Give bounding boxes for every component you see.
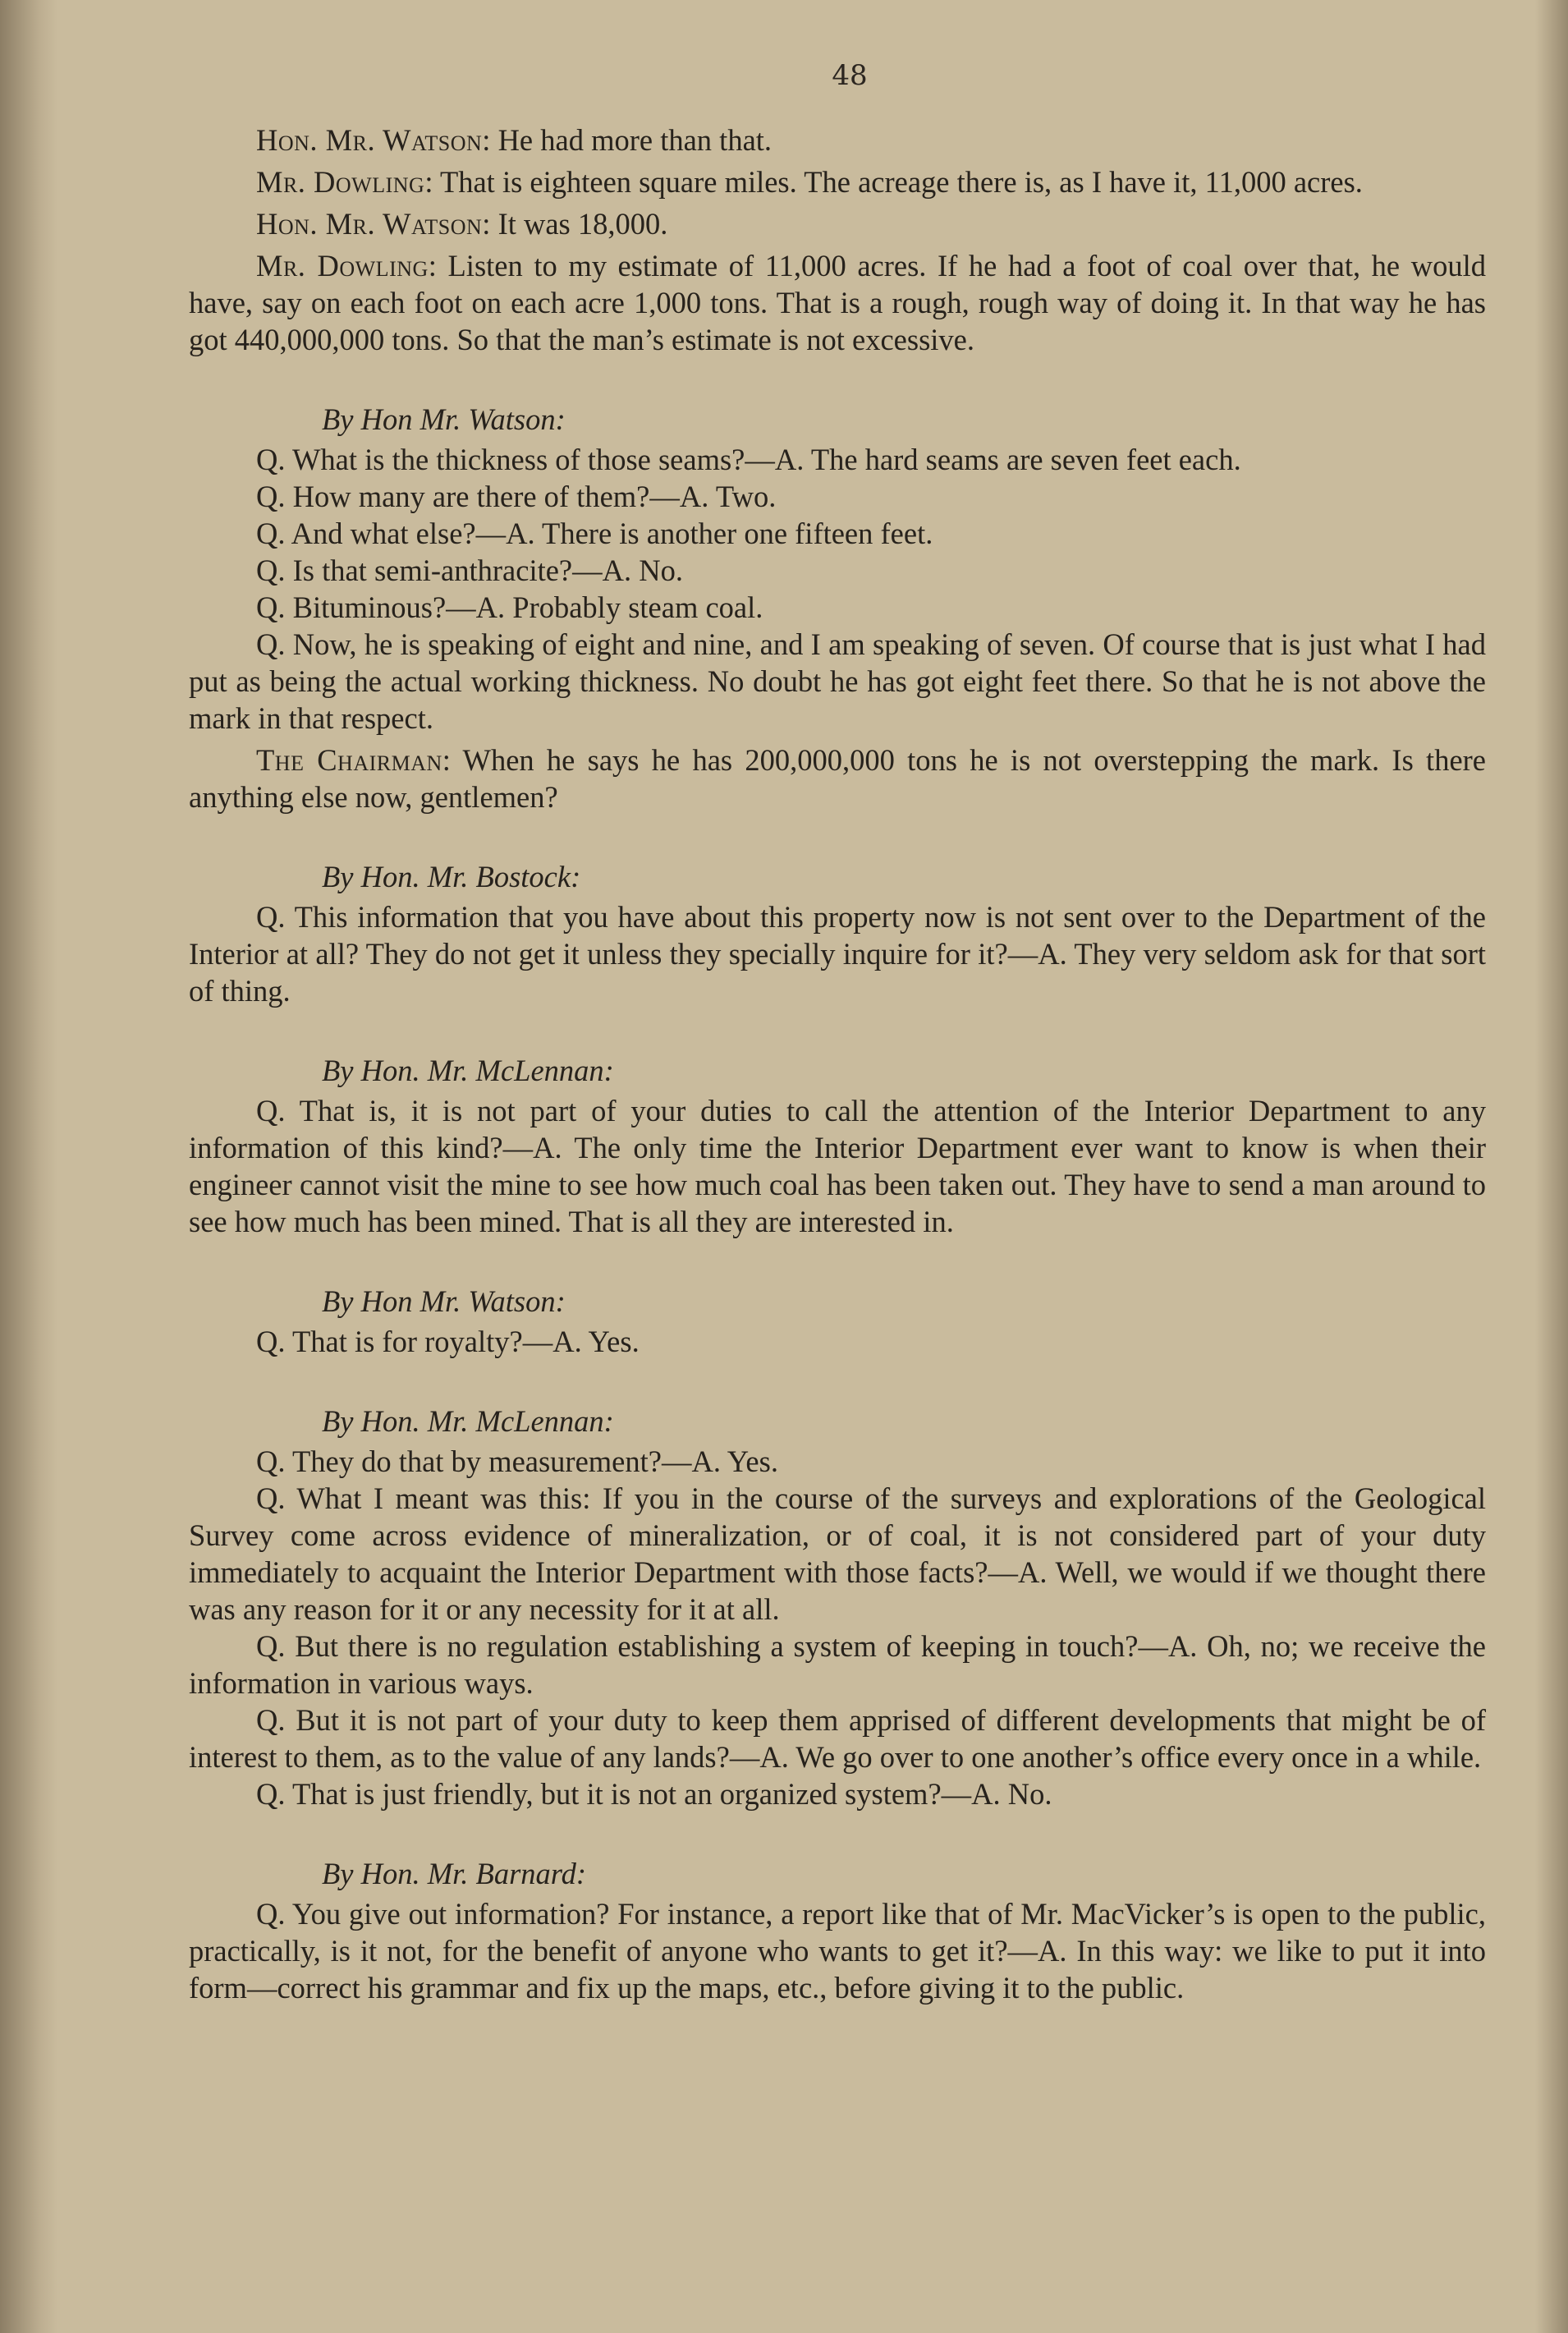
speaker-name: Mr. Dowling	[256, 249, 429, 282]
speech-text: It was 18,000.	[497, 207, 668, 241]
speech-paragraph: Hon. Mr. Watson: He had more than that.	[256, 123, 773, 157]
speech-paragraph: Hon. Mr. Watson: It was 18,000.	[256, 207, 668, 241]
speaker-name: The Chairman	[256, 743, 442, 777]
examiner-heading: By Hon Mr. Watson:	[322, 402, 566, 436]
qa-paragraph: Q. But there is no regulation establishing a system of keeping in touch?—A. Oh, no; we receive the information in various ways.	[189, 1629, 1486, 1700]
examiner-heading: By Hon. Mr. McLennan:	[322, 1404, 614, 1438]
examiner-heading: By Hon. Mr. Barnard:	[322, 1857, 587, 1890]
qa-paragraph: Q. What I meant was this: If you in the course of the surveys and explorations of the Geological Survey come across evidence of mineralization, or of coal, it is not considered part of your duty immediately to acquaint the Interior Department with those facts?—A. Well, we would if we thought there was any reason for it or any necessity for it at all.	[189, 1481, 1486, 1626]
speech-paragraph: The Chairman: When he says he has 200,000,000 tons he is not overstepping the mark. Is there anything else now, gentlemen?	[189, 743, 1486, 814]
qa-paragraph: Q. But it is not part of your duty to keep them apprised of different developments that might be of interest to them, as to the value of any lands?—A. We go over to one another’s office every once in a while.	[189, 1703, 1486, 1774]
speaker-name: Hon. Mr. Watson	[256, 207, 483, 241]
qa-paragraph: Q. That is for royalty?—A. Yes.	[256, 1325, 640, 1358]
qa-paragraph: Q. How many are there of them?—A. Two.	[256, 480, 777, 513]
speech-text: That is eighteen square miles. The acreage there is, as I have it, 11,000 acres.	[439, 165, 1363, 199]
qa-paragraph: Q. You give out information? For instance, a report like that of Mr. MacVicker’s is open to the public, practically, is it not, for the benefit of anyone who wants to get it?—A. In this way: we like to put it into form—correct his grammar and fix up the maps, etc., before giving it to the public.	[189, 1897, 1486, 2005]
speech-paragraph: Mr. Dowling: That is eighteen square miles. The acreage there is, as I have it, 11,000 acres.	[256, 165, 1363, 199]
speech-text: When he says he has 200,000,000 tons he is not overstepping the mark. Is there anything else now, gentlemen?	[189, 743, 1486, 814]
examiner-heading: By Hon Mr. Watson:	[322, 1284, 566, 1318]
qa-paragraph: Q. That is, it is not part of your duties to call the attention of the Interior Department to any information of this kind?—A. The only time the Interior Department ever want to know is when their engineer cannot visit the mine to see how much coal has been taken out. They have to send a man around to see how much has been mined. That is all they are interested in.	[189, 1094, 1486, 1238]
qa-paragraph: Q. What is the thickness of those seams?—A. The hard seams are seven feet each.	[256, 443, 1241, 476]
speech-paragraph: Mr. Dowling: Listen to my estimate of 11,000 acres. If he had a foot of coal over that, he would have, say on each foot on each acre 1,000 tons. That is a rough, rough way of doing it. In that way he has got 440,000,000 tons. So that the man’s estimate is not excessive.	[189, 249, 1486, 356]
examiner-heading: By Hon. Mr. Bostock:	[322, 860, 581, 893]
qa-paragraph: Q. Now, he is speaking of eight and nine, and I am speaking of seven. Of course that is just what I had put as being the actual working thickness. No doubt he has got eight feet there. So that he is not above the mark in that respect.	[189, 627, 1486, 735]
qa-paragraph: Q. This information that you have about this property now is not sent over to the Department of the Interior at all? They do not get it unless they specially inquire for it?—A. They very seldom ask for that sort of thing.	[189, 900, 1486, 1008]
qa-paragraph: Q. Is that semi-anthracite?—A. No.	[256, 553, 683, 587]
speech-text: Listen to my estimate of 11,000 acres. If he had a foot of coal over that, he would have, say on each foot on each acre 1,000 tons. That is a rough, rough way of doing it. In that way he has got 440,000,000 tons. So that the man’s estimate is not excessive.	[189, 249, 1486, 356]
speaker-name: Mr. Dowling	[256, 165, 425, 199]
page-number: 48	[832, 59, 868, 92]
speaker-name: Hon. Mr. Watson	[256, 123, 483, 157]
qa-paragraph: Q. Bituminous?—A. Probably steam coal.	[256, 590, 763, 624]
qa-paragraph: Q. And what else?—A. There is another one fifteen feet.	[256, 517, 933, 550]
qa-paragraph: Q. They do that by measurement?—A. Yes.	[256, 1444, 778, 1478]
examiner-heading: By Hon. Mr. McLennan:	[322, 1054, 614, 1087]
transcript-body	[189, 122, 1486, 2006]
qa-paragraph: Q. That is just friendly, but it is not an organized system?—A. No.	[256, 1777, 1052, 1811]
speech-text: He had more than that.	[497, 123, 773, 157]
